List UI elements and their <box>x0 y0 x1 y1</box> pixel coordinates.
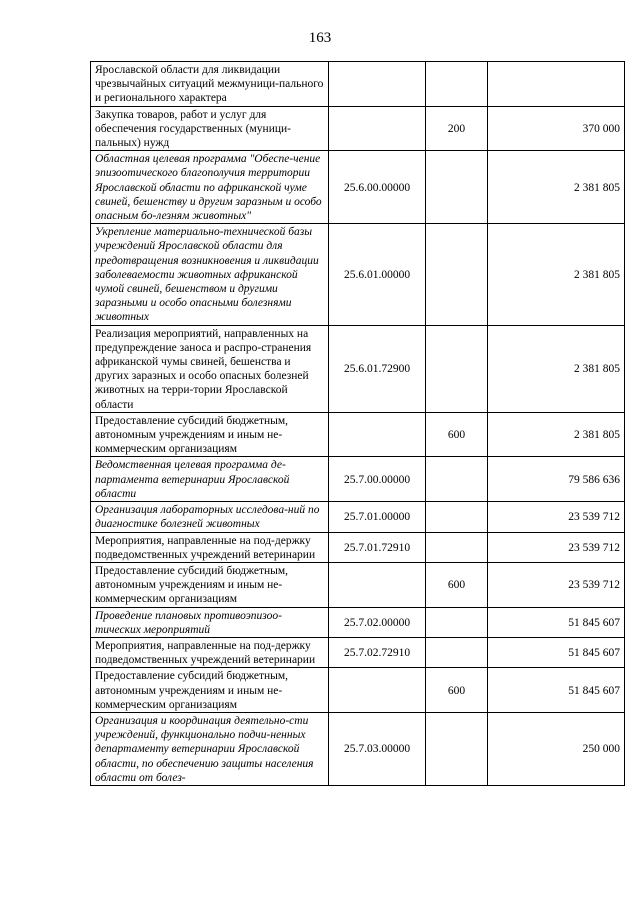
row-name-cell: Ярославской области для ликвидации чрезвычайных ситуаций межмуници-пального и регионального характера <box>91 62 329 107</box>
row-type-cell: 600 <box>426 562 488 607</box>
row-type-cell <box>426 502 488 532</box>
row-name-cell: Укрепление материально-технической базы учреждений Ярославской области для предотвращения возникновения и ликвидации заболеваемости животных африканской чумой свиней, бешенством и другими заразными и особо опасными болезнями животных <box>91 224 329 325</box>
row-type-cell <box>426 637 488 667</box>
row-name-cell: Областная целевая программа "Обеспе-чение эпизоотического благополучия территории Ярославской области по африканской чуме свиней, бешенству и другим заразным и особо опасным бо-лезням животных" <box>91 151 329 224</box>
row-amount-cell: 23 539 712 <box>488 532 625 562</box>
row-code-cell <box>329 412 426 457</box>
row-code-cell <box>329 562 426 607</box>
budget-table-body <box>91 62 625 786</box>
table-row <box>91 412 625 457</box>
row-type-cell <box>426 607 488 637</box>
row-amount-cell: 2 381 805 <box>488 224 625 325</box>
table-row <box>91 151 625 224</box>
row-type-cell <box>426 62 488 107</box>
row-amount-cell: 51 845 607 <box>488 607 625 637</box>
row-amount-cell: 23 539 712 <box>488 562 625 607</box>
row-type-cell: 200 <box>426 106 488 151</box>
table-row <box>91 562 625 607</box>
table-row <box>91 325 625 412</box>
row-name-cell: Предоставление субсидий бюджетным, автономным учреждениям и иным не-коммерческим организациям <box>91 412 329 457</box>
row-type-cell: 600 <box>426 668 488 713</box>
row-code-cell: 25.6.00.00000 <box>329 151 426 224</box>
row-code-cell: 25.7.00.00000 <box>329 457 426 502</box>
table-row <box>91 607 625 637</box>
row-code-cell: 25.6.01.72900 <box>329 325 426 412</box>
row-amount-cell: 370 000 <box>488 106 625 151</box>
row-amount-cell: 2 381 805 <box>488 412 625 457</box>
row-amount-cell: 51 845 607 <box>488 668 625 713</box>
page-number: 163 <box>308 30 332 46</box>
row-code-cell <box>329 668 426 713</box>
row-amount-cell: 51 845 607 <box>488 637 625 667</box>
row-type-cell <box>426 224 488 325</box>
row-amount-cell: 23 539 712 <box>488 502 625 532</box>
table-row <box>91 712 625 785</box>
row-name-cell: Мероприятия, направленные на под-держку подведомственных учреждений ветеринарии <box>91 532 329 562</box>
row-name-cell: Организация и координация деятельно-сти учреждений, функционально подчи-ненных департаменту ветеринарии Ярославской области, по обеспечению защиты населения области от болез- <box>91 712 329 785</box>
row-code-cell: 25.7.01.00000 <box>329 502 426 532</box>
row-code-cell: 25.7.02.72910 <box>329 637 426 667</box>
row-code-cell <box>329 106 426 151</box>
row-code-cell <box>329 62 426 107</box>
budget-table <box>90 61 625 786</box>
table-row <box>91 668 625 713</box>
row-name-cell: Реализация мероприятий, направленных на предупреждение заноса и распро-странения африканской чумы свиней, бешенства и других заразных и особо опасных болезней животных на терри-тории Ярославской области <box>91 325 329 412</box>
row-amount-cell: 250 000 <box>488 712 625 785</box>
table-row <box>91 106 625 151</box>
row-amount-cell: 79 586 636 <box>488 457 625 502</box>
row-name-cell: Ведомственная целевая программа де-партамента ветеринарии Ярославской области <box>91 457 329 502</box>
table-row <box>91 637 625 667</box>
row-code-cell: 25.7.03.00000 <box>329 712 426 785</box>
table-row <box>91 457 625 502</box>
row-type-cell: 600 <box>426 412 488 457</box>
row-type-cell <box>426 532 488 562</box>
table-row <box>91 532 625 562</box>
row-name-cell: Проведение плановых противоэпизоо-тических мероприятий <box>91 607 329 637</box>
table-row <box>91 224 625 325</box>
table-row <box>91 502 625 532</box>
row-code-cell: 25.7.01.72910 <box>329 532 426 562</box>
row-type-cell <box>426 712 488 785</box>
row-name-cell: Закупка товаров, работ и услуг для обеспечения государственных (муници-пальных) нужд <box>91 106 329 151</box>
row-code-cell: 25.6.01.00000 <box>329 224 426 325</box>
row-type-cell <box>426 151 488 224</box>
row-amount-cell <box>488 62 625 107</box>
row-type-cell <box>426 325 488 412</box>
row-name-cell: Предоставление субсидий бюджетным, автономным учреждениям и иным не-коммерческим организациям <box>91 562 329 607</box>
row-name-cell: Предоставление субсидий бюджетным, автономным учреждениям и иным не-коммерческим организациям <box>91 668 329 713</box>
row-name-cell: Организация лабораторных исследова-ний по диагностике болезней животных <box>91 502 329 532</box>
row-code-cell: 25.7.02.00000 <box>329 607 426 637</box>
row-name-cell: Мероприятия, направленные на под-держку подведомственных учреждений ветеринарии <box>91 637 329 667</box>
table-row <box>91 62 625 107</box>
row-type-cell <box>426 457 488 502</box>
row-amount-cell: 2 381 805 <box>488 151 625 224</box>
row-amount-cell: 2 381 805 <box>488 325 625 412</box>
